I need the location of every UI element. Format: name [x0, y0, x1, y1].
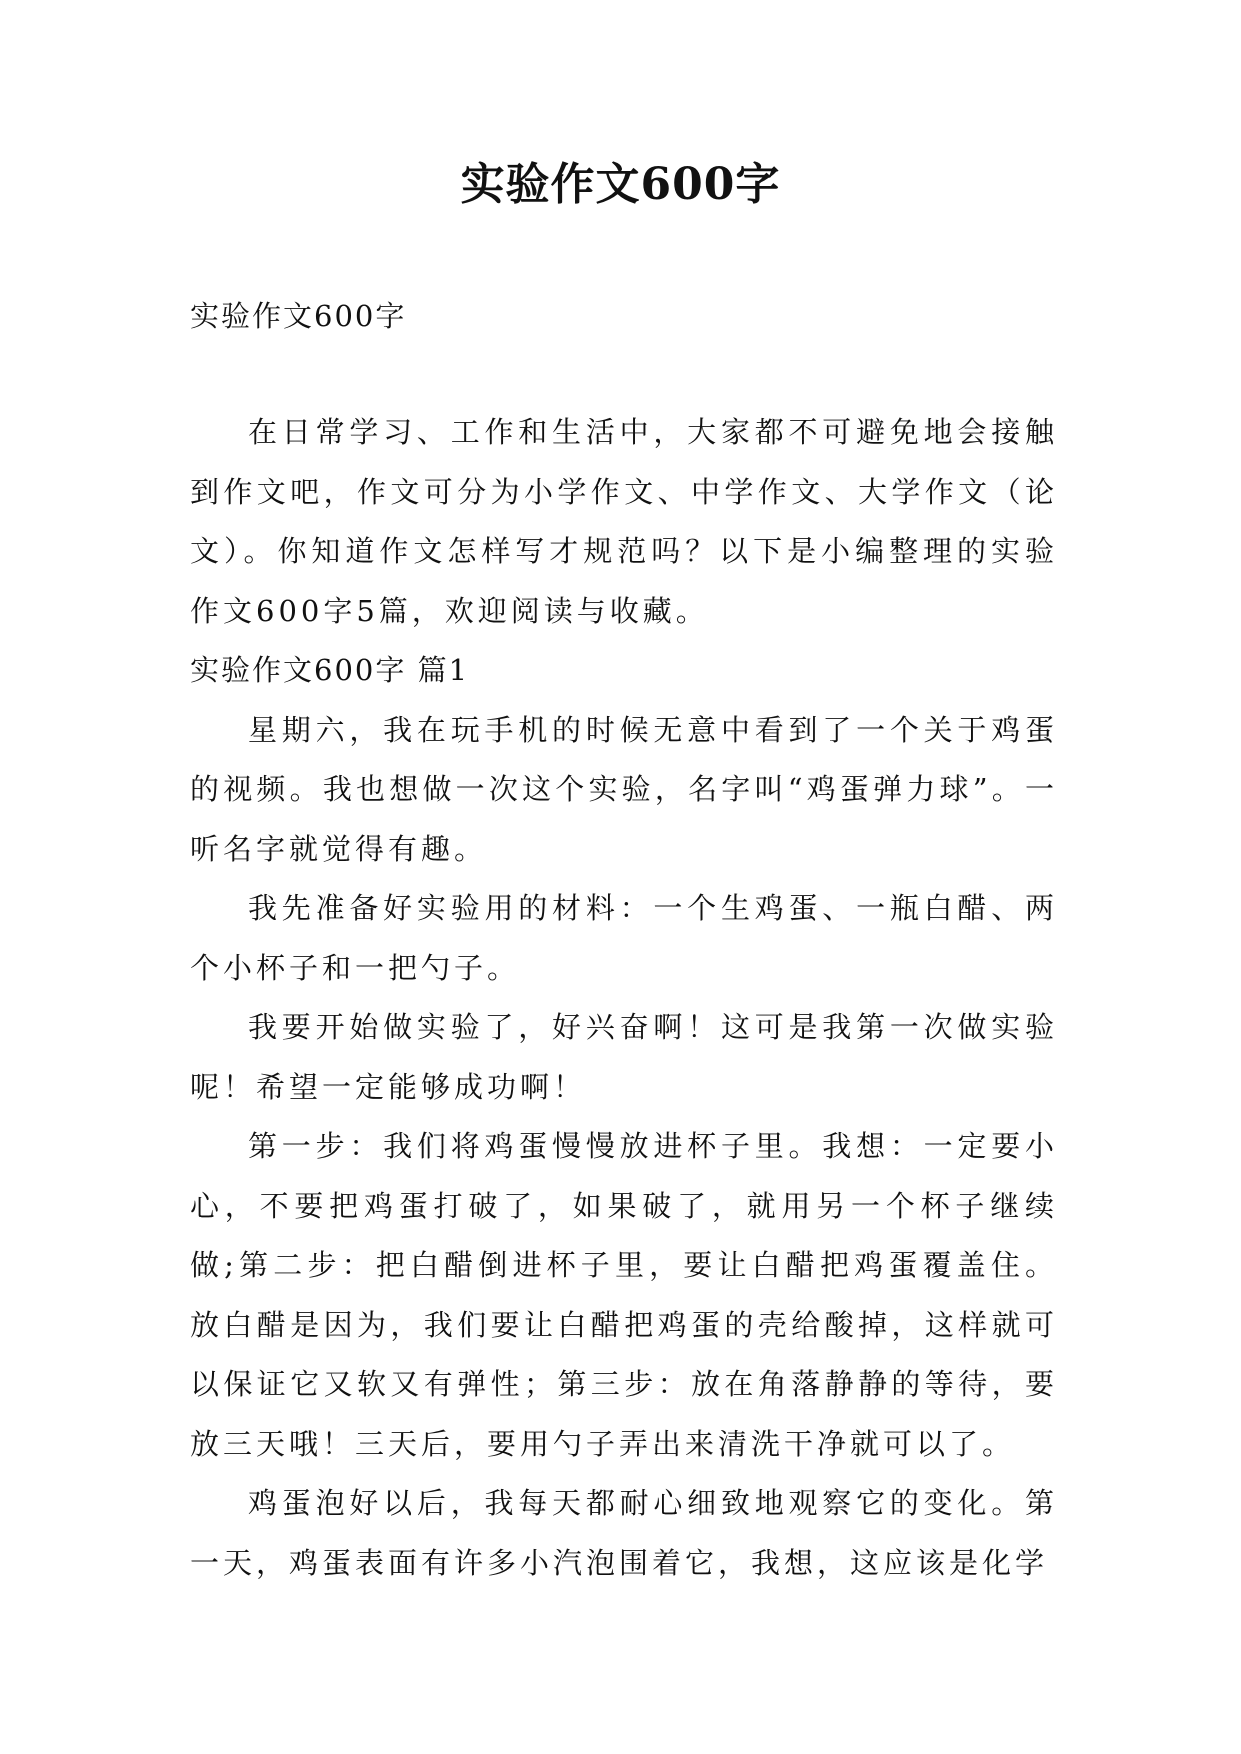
document-body [190, 287, 1058, 1593]
body-paragraph: 我先准备好实验用的材料：一个生鸡蛋、一瓶白醋、两个小杯子和一把勺子。 [190, 891, 1058, 985]
section-heading: 实验作文600字 篇1 [190, 653, 470, 687]
body-paragraph: 星期六，我在玩手机的时候无意中看到了一个关于鸡蛋的视频。我也想做一次这个实验，名字叫“鸡蛋弹力球”。一听名字就觉得有趣。 [190, 712, 1058, 866]
body-paragraph: 我要开始做实验了，好兴奋啊！这可是我第一次做实验呢！希望一定能够成功啊！ [190, 1010, 1058, 1104]
intro-paragraph: 在日常学习、工作和生活中，大家都不可避免地会接触到作文吧，作文可分为小学作文、中学作文、大学作文（论文）。你知道作文怎样写才规范吗？以下是小编整理的实验作文600字5篇，欢迎阅读与收藏。 [190, 415, 1058, 628]
document-subtitle: 实验作文600字 [190, 299, 407, 333]
document-title: 实验作文600字 [460, 159, 781, 210]
body-paragraph: 鸡蛋泡好以后，我每天都耐心细致地观察它的变化。第一天，鸡蛋表面有许多小汽泡围着它，我想，这应该是化学 [190, 1486, 1058, 1580]
body-paragraph: 第一步：我们将鸡蛋慢慢放进杯子里。我想：一定要小心，不要把鸡蛋打破了，如果破了，就用另一个杯子继续做;第二步：把白醋倒进杯子里，要让白醋把鸡蛋覆盖住。放白醋是因为，我们要让白醋把鸡蛋的壳给酸掉，这样就可以保证它又软又有弹性；第三步：放在角落静静的等待，要放三天哦！三天后，要用勺子弄出来清洗干净就可以了。 [190, 1129, 1058, 1461]
